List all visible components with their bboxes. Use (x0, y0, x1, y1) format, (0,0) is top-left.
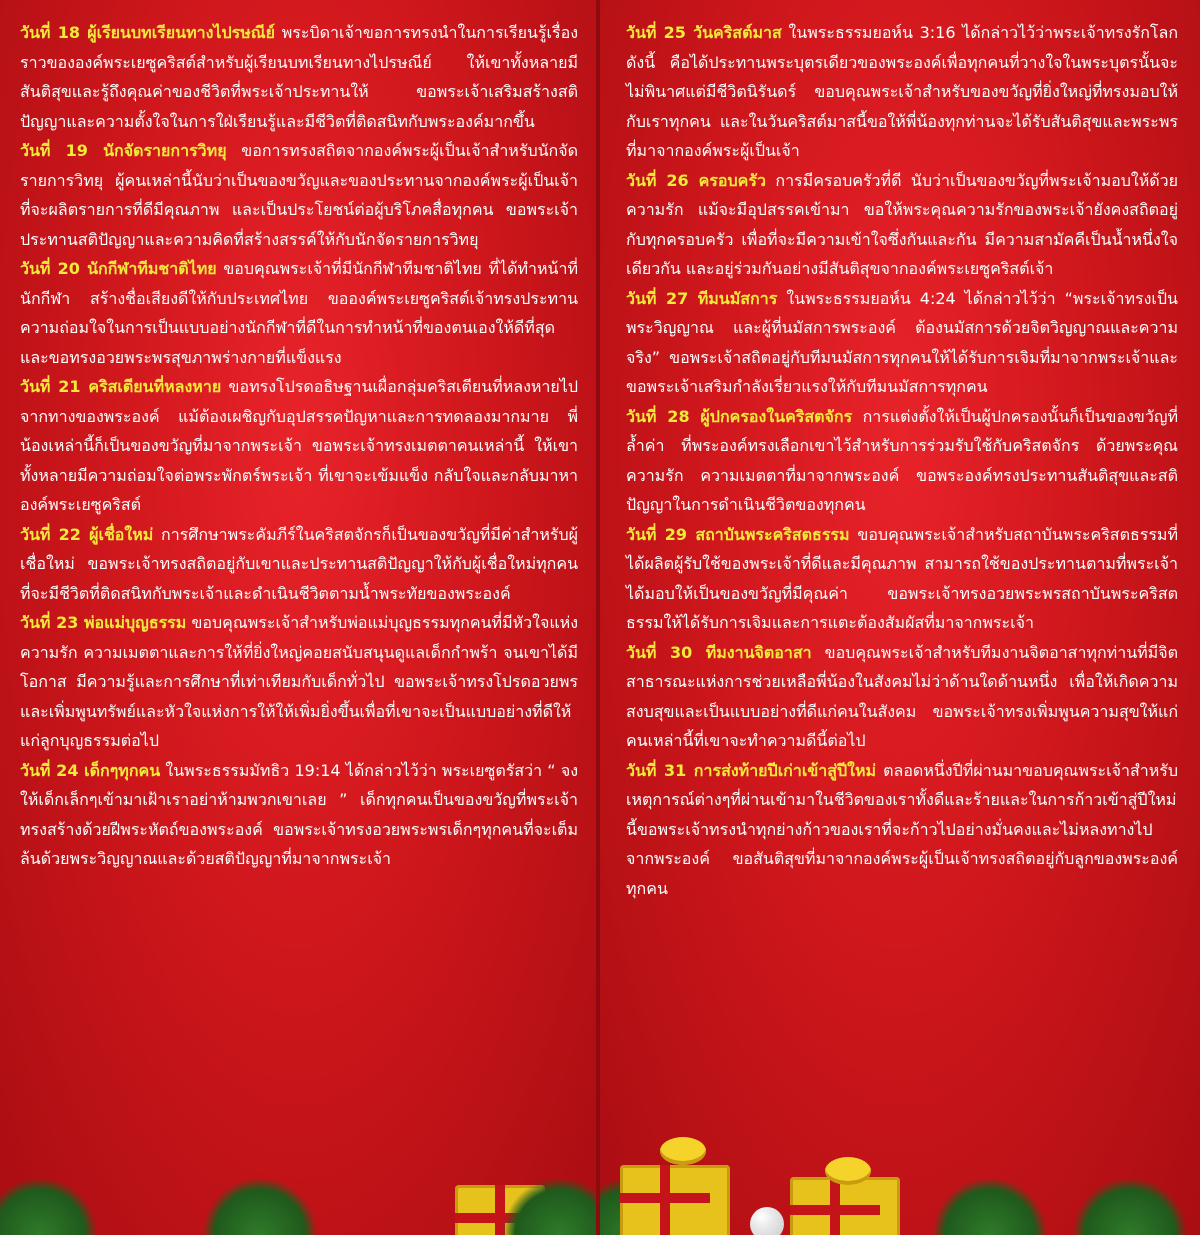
day-18-body: พระบิดาเจ้าขอการทรงนำในการเรียนรู้เรื่องราวขององค์พระเยซูคริสต์สำหรับผู้เรียนบทเรียนทางไปรษณีย์ ให้เขาทั้งหลายมีสันติสุขและรู้ถึงคุณค่าของชีวิตที่พระเจ้าประทานให้ ขอพระเจ้าเสริมสร้างสติปัญญาและความตั้งใจในการใฝ่เรียนรู้และมีชีวิตที่ติดสนิทกับพระองค์มากขึ้น (20, 23, 579, 131)
day-28-entry (626, 402, 1178, 520)
day-21-entry (20, 372, 578, 520)
ribbon-bow-icon (825, 1157, 871, 1185)
day-19-entry (20, 136, 578, 254)
gift-box-icon (455, 1185, 545, 1235)
day-20-body: ขอบคุณพระเจ้าที่มีนักกีฬาทีมชาติไทย ที่ได้ทำหน้าที่นักกีฬา สร้างชื่อเสียงดีให้กับประเทศไทย ขอองค์พระเยซูคริสต์เจ้าทรงประทานความถ่อมใจในการเป็นแบบอย่างนักกีฬาที่ดีในการทำหน้าที่ของตนเองให้ดีที่สุด และขอทรงอวยพระพรสุขภาพร่างกายที่แข็งแรง (20, 259, 579, 367)
day-19-heading: วันที่ 19 นักจัดรายการวิทยุ (20, 141, 227, 160)
day-30-heading: วันที่ 30 ทีมงานจิตอาสา (626, 642, 812, 662)
day-28-heading: วันที่ 28 ผู้ปกครองในคริสตจักร (626, 406, 853, 426)
right-column (626, 18, 1178, 903)
right-decoration (600, 1115, 1200, 1235)
day-23-entry (20, 608, 578, 756)
day-18-entry (20, 18, 578, 136)
day-27-body: ในพระธรรมยอห์น 4:24 ได้กล่าวไว้ว่า “พระเจ้าทรงเป็นพระวิญญาณ และผู้ที่นมัสการพระองค์ ต้องนมัสการด้วยจิตวิญญาณและความจริง” ขอพระเจ้าสถิตอยู่กับทีมนมัสการทุกคนให้ได้รับการเจิมที่มาจากพระเจ้าและขอพระเจ้าเสริมกำลังเรี่ยวแรงให้กับทีมนมัสการทุกคน (626, 288, 1178, 396)
left-column (20, 18, 578, 874)
pine-branch-icon (0, 1179, 100, 1235)
day-22-heading: วันที่ 22 ผู้เชื่อใหม่ (20, 524, 154, 544)
day-29-body: ขอบคุณพระเจ้าสำหรับสถาบันพระคริสตธรรมที่ได้ผลิตผู้รับใช้ของพระเจ้าที่ดีและมีคุณภาพ สามารถใช้ของประทานตามที่พระเจ้าได้มอบให้เป็นของขวัญที่มีคุณค่า ขอพระเจ้าทรงอวยพระพรสถาบันพระคริสตธรรมให้ได้รับการเจิมและการแตะต้องสัมผัสที่มาจากพระเจ้า (626, 524, 1179, 632)
pine-branch-icon (200, 1179, 320, 1235)
day-25-heading: วันที่ 25 วันคริสต์มาส (626, 23, 782, 42)
day-26-entry (626, 166, 1178, 284)
ornament-ball-icon (750, 1207, 784, 1235)
right-panel (600, 0, 1200, 1235)
day-22-body: การศึกษาพระคัมภีร์ในคริสตจักรก็เป็นของขวัญที่มีค่าสำหรับผู้เชื่อใหม่ ขอพระเจ้าทรงสถิตอยู่กับเขาและประทานสติปัญญาให้กับผู้เชื่อใหม่ทุกคน ที่จะมีชีวิตที่ติดสนิทกับพระเจ้าและดำเนินชีวิตตามน้ำพระทัยของพระองค์ (20, 524, 578, 603)
day-20-entry (20, 254, 578, 372)
day-23-body: ขอบคุณพระเจ้าสำหรับพ่อแม่บุญธรรมทุกคนที่มีหัวใจแห่งความรัก ความเมตตาและการให้ที่ยิ่งใหญ่คอยสนับสนุนดูแลเด็กกำพร้า จนเขาได้มีโอกาส มีความรู้และการศึกษาที่เท่าเทียมกับเด็กทั่วไป ขอพระเจ้าทรงโปรดอวยพรและเพิ่มพูนทรัพย์และหัวใจแห่งการให้ให้เพิ่มยิ่งขึ้นเพื่อที่เขาจะเป็นแบบอย่างที่ดีให้แก่ลูกบุญธรรมต่อไป (20, 613, 579, 750)
gift-box-icon (790, 1177, 900, 1235)
day-31-heading: วันที่ 31 การส่งท้ายปีเก่าเข้าสู่ปีใหม่ (626, 760, 877, 780)
day-24-body: ในพระธรรมมัทธิว 19:14 ได้กล่าวไว้ว่า พระเยซูตรัสว่า “ จงให้เด็กเล็กๆเข้ามาเฝ้าเราอย่าห้ามพวกเขาเลย ” เด็กทุกคนเป็นของขวัญที่พระเจ้าทรงสร้างด้วยฝีพระหัตถ์ของพระองค์ ขอพระเจ้าทรงอวยพระพรเด็กๆทุกคนที่จะเต็มล้นด้วยพระวิญญาณและด้วยสติปัญญาที่มาจากพระเจ้า (20, 760, 578, 868)
day-27-entry (626, 284, 1178, 402)
pine-branch-icon (930, 1179, 1050, 1235)
pine-branch-icon (600, 1179, 690, 1235)
day-26-body: การมีครอบครัวที่ดี นับว่าเป็นของขวัญที่พระเจ้ามอบให้ด้วยความรัก แม้จะมีอุปสรรคเข้ามา ขอให้พระคุณความรักของพระเจ้ายังคงสถิตอยู่กับทุกครอบครัว เพื่อที่จะมีความเข้าใจซึ่งกันและกัน มีความสามัคคีเป็นน้ำหนึ่งใจเดียวกัน และอยู่ร่วมกันอย่างมีสันติสุขจากองค์พระเยซูคริสต์เจ้า (626, 170, 1178, 278)
day-29-heading: วันที่ 29 สถาบันพระคริสตธรรม (626, 524, 850, 544)
ribbon-bow-icon (660, 1137, 706, 1165)
day-31-entry (626, 756, 1178, 904)
pine-branch-icon (1070, 1179, 1190, 1235)
day-27-heading: วันที่ 27 ทีมนมัสการ (626, 288, 778, 308)
pine-branch-icon (500, 1179, 596, 1235)
day-31-body: ตลอดหนึ่งปีที่ผ่านมาขอบคุณพระเจ้าสำหรับเหตุการณ์ต่างๆที่ผ่านเข้ามาในชีวิตของเราทั้งดีและร้ายและในการก้าวเข้าสู่ปีใหม่นี้ขอพระเจ้าทรงนำทุกย่างก้าวของเราที่จะก้าวไปอย่างมั่นคงและไม่หลงทางไปจากพระองค์ ขอสันติสุขที่มาจากองค์พระผู้เป็นเจ้าทรงสถิตอยู่กับลูกของพระองค์ทุกคน (626, 760, 1179, 898)
day-28-body: การแต่งตั้งให้เป็นผู้ปกครองนั้นก็เป็นของขวัญที่ล้ำค่า ที่พระองค์ทรงเลือกเขาไว้สำหรับการร่วมรับใช้กับคริสตจักร ด้วยพระคุณความรัก ความเมตตาที่มาจากพระองค์ ขอพระองค์ทรงประทานสันติสุขและสติปัญญาในการดำเนินชีวิตของทุกคน (626, 406, 1179, 514)
day-24-heading: วันที่ 24 เด็กๆทุกคน (20, 760, 161, 780)
day-25-entry (626, 18, 1178, 166)
day-20-heading: วันที่ 20 นักกีฬาทีมชาติไทย (20, 259, 217, 278)
day-30-entry (626, 638, 1178, 756)
day-26-heading: วันที่ 26 ครอบครัว (626, 170, 766, 190)
left-decoration (0, 1115, 596, 1235)
day-19-body: ขอการทรงสถิตจากองค์พระผู้เป็นเจ้าสำหรับนักจัดรายการวิทยุ ผู้คนเหล่านี้นับว่าเป็นของขวัญและของประทานจากองค์พระผู้เป็นเจ้า ที่จะผลิตรายการที่ดีมีคุณภาพ และเป็นประโยชน์ต่อผู้บริโภคสื่อทุกคน ขอพระเจ้าประทานสติปัญญาและความคิดที่สร้างสรรค์ให้กับนักจัดรายการวิทยุ (20, 141, 578, 249)
day-22-entry (20, 520, 578, 609)
day-23-heading: วันที่ 23 พ่อแม่บุญธรรม (20, 613, 187, 632)
left-panel (0, 0, 596, 1235)
day-24-entry (20, 756, 578, 874)
day-21-heading: วันที่ 21 คริสเตียนที่หลงหาย (20, 377, 222, 396)
day-21-body: ขอทรงโปรดอธิษฐานเผื่อกลุ่มคริสเตียนที่หลงหายไปจากทางของพระองค์ แม้ต้องเผชิญกับอุปสรรคปัญหาและการทดลองมากมาย พี่น้องเหล่านี้ก็เป็นของขวัญที่มาจากพระเจ้า ขอพระเจ้าทรงเมตตาคนเหล่านี้ ให้เขาทั้งหลายมีความถ่อมใจต่อพระพักตร์พระเจ้า ที่เขาจะเข้มแข็ง กลับใจและกลับมาหาองค์พระเยซูคริสต์ (20, 377, 578, 514)
day-30-body: ขอบคุณพระเจ้าสำหรับทีมงานจิตอาสาทุกท่านที่มีจิตสาธารณะแห่งการช่วยเหลือพี่น้องในสังคมไม่ว่าด้านใดด้านหนึ่ง เพื่อให้เกิดความสงบสุขและเป็นแบบอย่างที่ดีแก่คนในสังคม ขอพระเจ้าทรงเพิ่มพูนความสุขให้แก่คนเหล่านี้ที่เขาจะทำความดีนี้ต่อไป (626, 642, 1178, 750)
day-18-heading: วันที่ 18 ผู้เรียนบทเรียนทางไปรษณีย์ (20, 23, 275, 42)
day-25-body: ในพระธรรมยอห์น 3:16 ได้กล่าวไว้ว่าพระเจ้าทรงรักโลกดังนี้ คือได้ประทานพระบุตรเดียวของพระองค์เพื่อทุกคนที่วางใจในพระบุตรนั้นจะไม่พินาศแต่มีชีวิตนิรันดร์ ขอบคุณพระเจ้าสำหรับของขวัญที่ยิ่งใหญ่ที่ทรงมอบให้กับเราทุกคน และในวันคริสต์มาสนี้ขอให้พี่น้องทุกท่านจะได้รับสันติสุขและพระพรที่มาจากองค์พระผู้เป็นเจ้า (626, 23, 1179, 160)
gift-box-icon (620, 1165, 730, 1235)
day-29-entry (626, 520, 1178, 638)
